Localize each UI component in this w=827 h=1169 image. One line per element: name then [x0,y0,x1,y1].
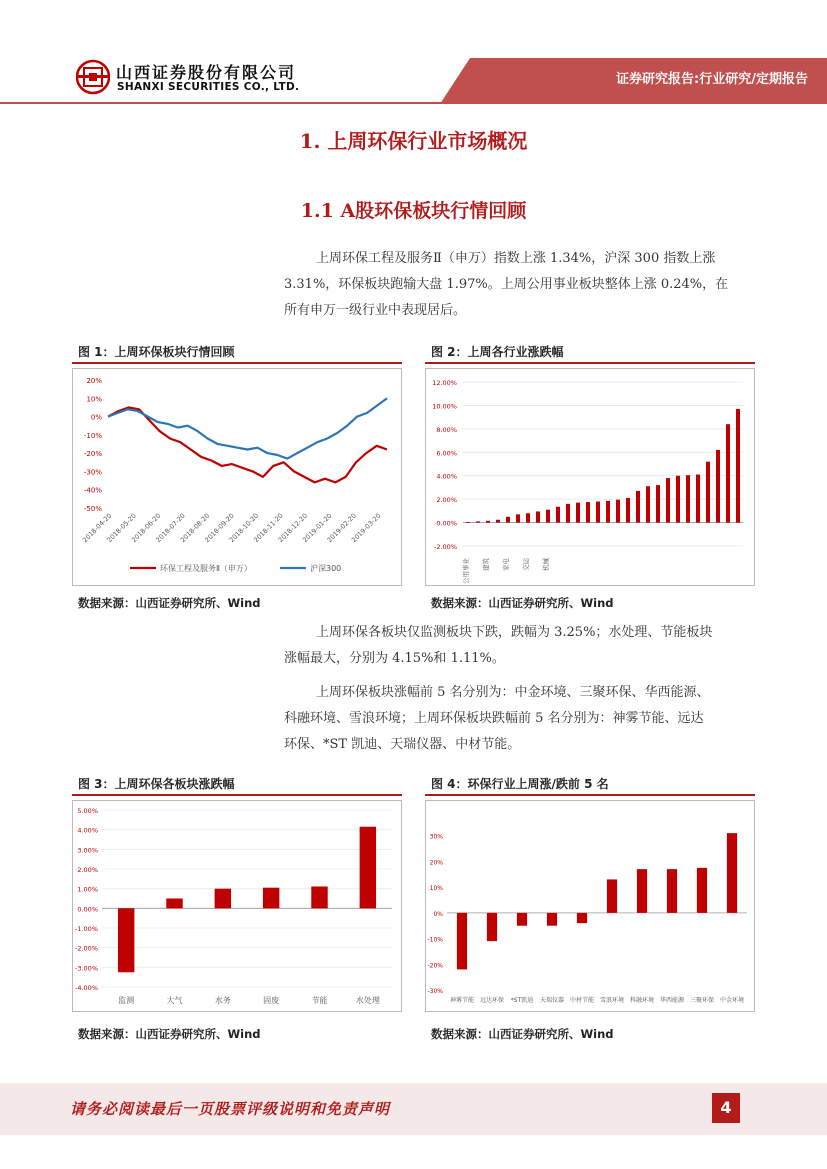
y-tick-label: -4.00% [75,984,98,992]
y-tick-label: -30% [427,988,443,995]
y-tick-label: -40% [83,486,102,495]
figure-4-source: 数据来源：山西证券研究所、Wind [431,1027,614,1041]
y-tick-label: 20% [86,377,102,385]
bar [118,908,134,972]
y-tick-label: 20% [429,859,443,867]
bar [457,913,467,970]
y-tick-label: -10% [83,431,102,440]
y-tick-label: 8.00% [436,425,457,434]
paragraph-line: 3.31%，环保板块跑输大盘 1.97%。上周公用事业板块整体上涨 0.24%，在 [284,277,729,292]
chart-frame [426,369,755,586]
x-tick-label: 公用事业 [462,558,470,584]
legend-label-1: 环保工程及服务Ⅱ（申万） [160,564,252,573]
y-tick-label: 0.00% [436,519,457,528]
figure-3-source: 数据来源：山西证券研究所、Wind [78,1027,261,1041]
paragraph-line: 环保、*ST 凯迪、天瑞仪器、中材节能。 [284,737,521,752]
bar [360,827,376,909]
bar [547,913,557,926]
bar [311,887,327,909]
y-tick-label: -2.00% [434,543,457,551]
bar [666,478,670,523]
x-tick-label: 监测 [118,996,135,1005]
paragraph-line: 科融环境、雪浪环境；上周环保板块跌幅前 5 名分别为：神雾节能、远达 [284,711,704,726]
section-heading: 1. 上周环保行业市场概况 [299,129,528,153]
x-tick-label: 2018-06-20 [129,511,163,545]
bar [496,520,500,523]
bar [656,485,660,522]
bar [726,424,730,522]
bar [536,511,540,522]
bar [727,833,737,913]
bar [476,521,480,522]
bar [487,913,497,941]
x-tick-label: 2019-03-20 [350,511,383,545]
bar [606,501,610,523]
x-tick-label: 2018-04-20 [81,511,114,545]
report-type: 证券研究报告:行业研究/定期报告 [616,72,808,87]
bar [636,491,640,523]
bar [556,507,560,523]
bar [596,501,600,522]
bar [637,869,647,913]
y-tick-label: -2.00% [75,944,98,953]
bar [466,522,470,523]
figure-2-title: 图 2：上周各行业涨跌幅 [431,345,564,359]
bar [616,500,620,523]
figure-1-title: 图 1：上周环保板块行情回顾 [78,345,235,359]
footer-disclaimer: 请务必阅读最后一页股票评级说明和免责声明 [70,1100,391,1118]
y-tick-label: 10% [86,395,102,404]
paragraph-market-review [284,246,750,324]
x-tick-label: 雪浪环境 [599,997,625,1004]
figure-4-title: 图 4：环保行业上周涨/跌前 5 名 [431,777,609,791]
x-tick-label: 水务 [214,996,231,1005]
x-tick-label: 远达环保 [479,997,505,1004]
series-line-2 [108,398,387,458]
y-tick-label: 5.00% [77,807,98,815]
bar [686,475,690,522]
bar [716,450,720,523]
figure-2-chart [425,368,755,586]
y-tick-label: -1.00% [75,925,98,933]
x-tick-label: 水处理 [355,996,380,1005]
x-tick-label: 建筑 [482,558,490,571]
x-tick-label: 2018-11-20 [252,511,285,545]
x-tick-label: 神雾节能 [449,997,475,1004]
x-tick-label: 天瑞仪器 [539,997,565,1004]
bar [646,486,650,522]
bar [706,462,710,523]
bar [566,504,570,523]
x-tick-label: 2018-05-20 [105,511,138,545]
bar [697,868,707,913]
bar [607,879,617,912]
figure-4-chart [425,800,755,1012]
x-tick-label: 机械 [542,558,550,571]
bar [546,510,550,523]
paragraph-line: 所有申万一级行业中表现居后。 [284,303,467,318]
paragraph-line: 上周环保板块涨幅前 5 名分别为：中金环境、三聚环保、华西能源、 [316,685,710,700]
y-tick-label: 2.00% [436,496,457,505]
y-tick-label: 30% [429,833,443,841]
company-name-en: SHANXI SECURITIES CO., LTD. [117,81,300,93]
x-tick-label: 2018-10-20 [227,511,261,545]
bar [576,503,580,523]
y-tick-label: -20% [83,450,102,459]
paragraph-line: 上周环保各板块仅监测板块下跌，跌幅为 3.25%；水处理、节能板块 [316,625,713,640]
x-tick-label: 三聚环保 [689,997,715,1004]
bar [215,889,231,909]
bar [676,476,680,523]
figure-2-source: 数据来源：山西证券研究所、Wind [431,596,614,610]
bar [736,409,740,523]
bar [166,899,182,909]
paragraph-sector-changes [284,620,750,672]
paragraph-line: 涨幅最大，分别为 4.15%和 1.11%。 [284,651,505,666]
x-tick-label: *ST凯迪 [510,997,534,1004]
figure-2-rule [425,362,755,364]
bar [506,517,510,523]
figure-1-source: 数据来源：山西证券研究所、Wind [78,596,261,610]
y-tick-label: -10% [427,936,443,944]
bar [586,502,590,523]
y-tick-label: -50% [83,505,102,513]
page-number: 4 [712,1093,740,1123]
x-tick-label: 2018-12-20 [276,511,310,545]
x-tick-label: 华西能源 [659,997,685,1004]
figure-4-rule [425,794,755,796]
y-tick-label: 12.00% [432,379,457,387]
figure-3-chart [72,800,402,1012]
y-tick-label: 0.00% [77,905,98,914]
x-tick-label: 2018-08-20 [178,511,212,545]
y-tick-label: 4.00% [436,472,457,481]
y-tick-label: 2.00% [77,866,98,874]
y-tick-label: -30% [83,468,102,477]
y-tick-label: 10.00% [432,402,457,411]
figure-1-chart [72,368,402,586]
figure-1-rule [72,362,402,364]
x-tick-label: 科融环境 [629,997,655,1004]
y-tick-label: 4.00% [77,826,98,835]
y-tick-label: 3.00% [77,846,98,855]
bar [486,521,490,523]
chart-frame [73,801,402,1012]
x-tick-label: 大气 [166,996,183,1005]
x-tick-label: 固废 [263,996,280,1005]
x-tick-label: 中材节能 [569,997,595,1004]
y-tick-label: 10% [429,885,443,893]
figure-3-rule [72,794,402,796]
bar [696,475,700,523]
bar [667,869,677,913]
x-tick-label: 2019-01-20 [301,511,334,545]
x-tick-label: 中金环境 [719,997,745,1004]
figure-3-title: 图 3：上周环保各板块涨跌幅 [78,777,235,791]
y-tick-label: 1.00% [77,885,98,894]
x-tick-label: 2018-07-20 [154,511,187,545]
company-name-cn: 山西证券股份有限公司 [116,63,297,82]
paragraph-line: 上周环保工程及服务Ⅱ（申万）指数上涨 1.34%，沪深 300 指数上涨 [316,251,716,266]
y-tick-label: -3.00% [75,964,98,973]
paragraph-top-movers [284,680,750,758]
x-tick-label: 2018-09-20 [203,511,236,545]
x-tick-label: 2019-02-20 [325,511,358,545]
bar [526,513,530,522]
bar [577,913,587,923]
x-tick-label: 节能 [311,996,328,1005]
bar [517,913,527,926]
company-logo-icon [76,58,110,96]
subsection-heading: 1.1 A股环保板块行情回顾 [300,200,527,222]
chart-frame [73,369,402,586]
x-tick-label: 家电 [502,558,510,571]
y-tick-label: 0% [90,413,102,422]
bar [263,888,279,909]
legend-label-2: 沪深300 [310,564,342,573]
y-tick-label: -20% [427,962,443,970]
x-tick-label: 交运 [522,558,530,571]
bar [626,498,630,523]
y-tick-label: 0% [433,910,443,918]
y-tick-label: 6.00% [436,449,457,458]
bar [516,514,520,522]
